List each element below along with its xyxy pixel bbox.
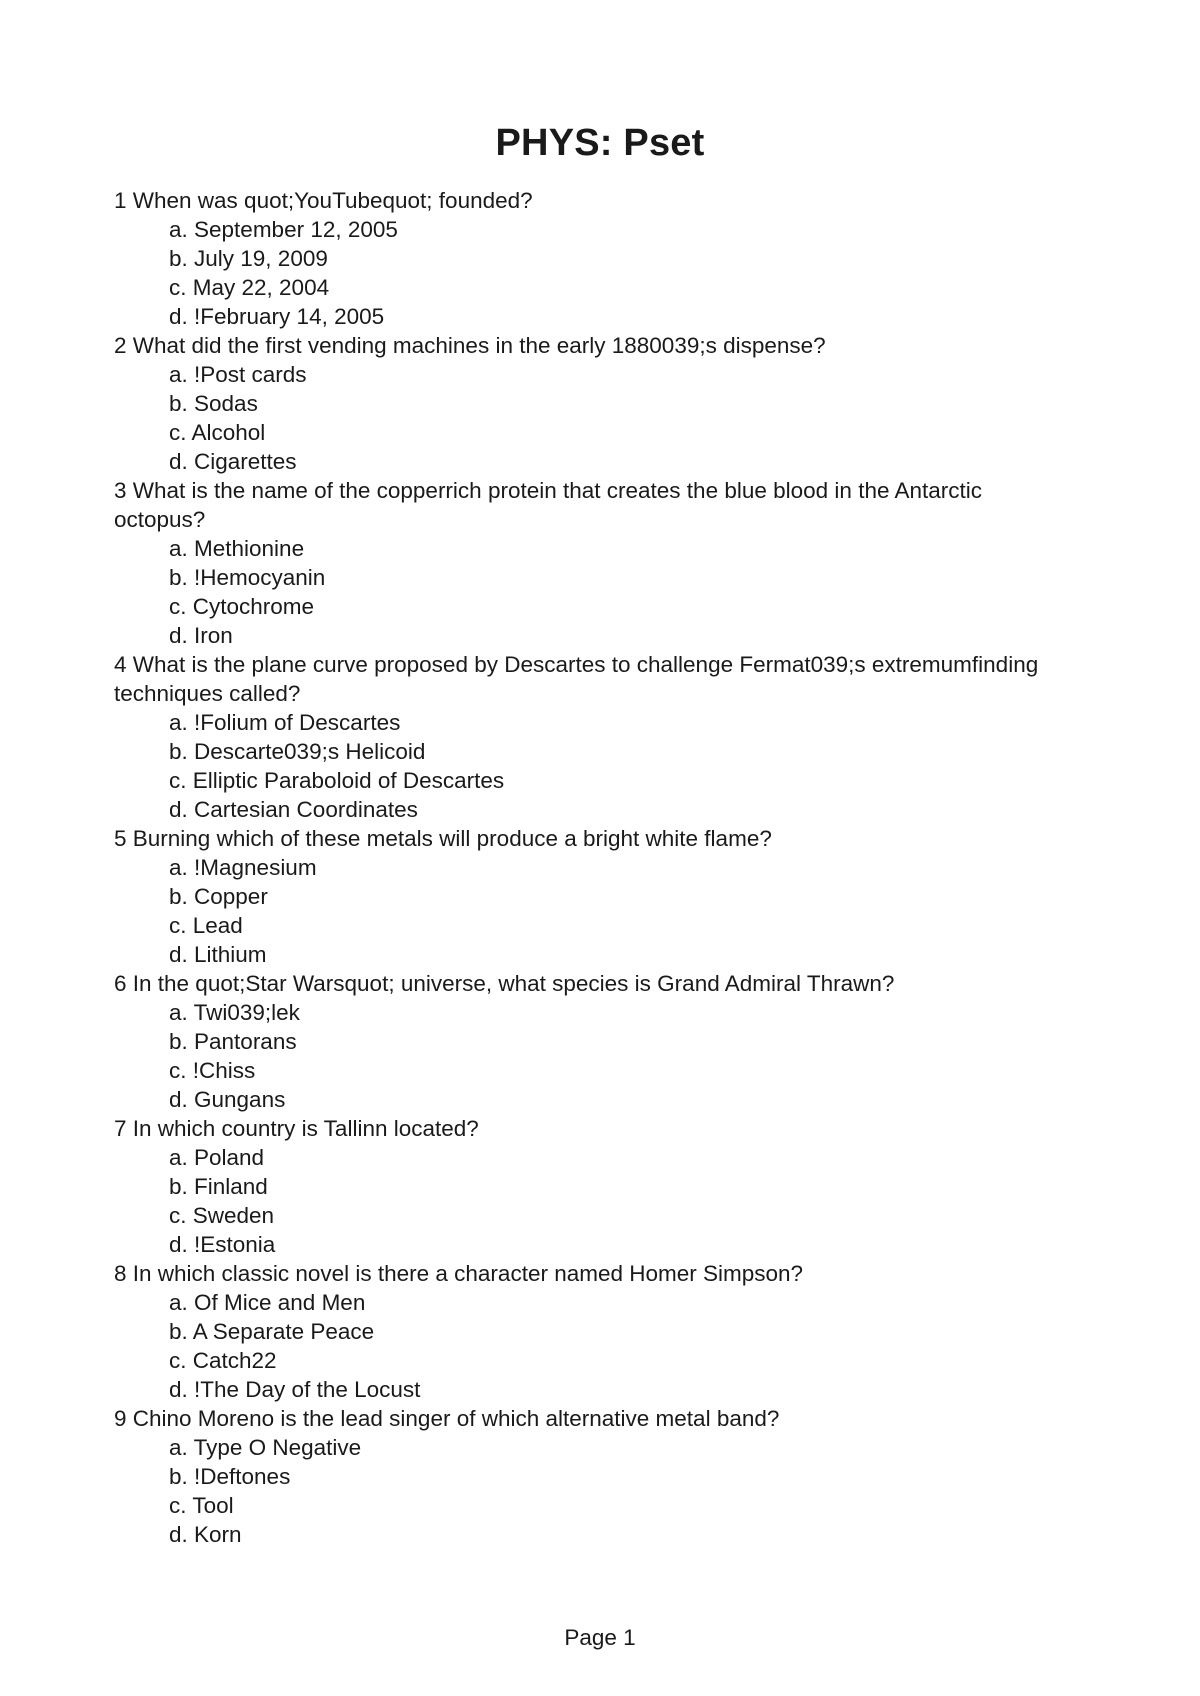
question-item (114, 186, 1074, 331)
question-item (114, 331, 1074, 476)
answer-option: d. Lithium (169, 942, 267, 967)
question-text: 6 In the quot;Star Warsquot; universe, what species is Grand Admiral Thrawn? (114, 971, 895, 996)
answer-option: a. !Folium of Descartes (169, 710, 401, 735)
answer-option: c. Tool (169, 1493, 234, 1518)
question-text: 1 When was quot;YouTubequot; founded? (114, 188, 533, 213)
answer-option: b. !Deftones (169, 1464, 291, 1489)
answer-option: c. May 22, 2004 (169, 275, 330, 300)
answer-option: b. !Hemocyanin (169, 565, 326, 590)
answer-option: c. Catch22 (169, 1348, 277, 1373)
answer-option: b. Pantorans (169, 1029, 297, 1054)
answer-option: a. !Magnesium (169, 855, 317, 880)
answer-option: c. Alcohol (169, 420, 266, 445)
answer-option: d. !The Day of the Locust (169, 1377, 421, 1402)
answer-option: d. Gungans (169, 1087, 286, 1112)
answer-option: b. Descarte039;s Helicoid (169, 739, 426, 764)
answer-option: a. !Post cards (169, 362, 307, 387)
answer-option: c. Elliptic Paraboloid of Descartes (169, 768, 505, 793)
page-number: Page 1 (564, 1625, 636, 1650)
answer-option: c. Lead (169, 913, 243, 938)
answer-option: d. Cigarettes (169, 449, 297, 474)
question-text: 4 What is the plane curve proposed by Descartes to challenge Fermat039;s extremumfinding techniques called? (114, 652, 1039, 706)
question-item (114, 969, 1074, 1114)
question-item (114, 1114, 1074, 1259)
answer-option: d. Iron (169, 623, 233, 648)
question-text: 8 In which classic novel is there a character named Homer Simpson? (114, 1261, 804, 1286)
question-item (114, 824, 1074, 969)
question-list (114, 186, 1074, 1549)
answer-option: b. July 19, 2009 (169, 246, 328, 271)
question-item (114, 1259, 1074, 1404)
question-text: 7 In which country is Tallinn located? (114, 1116, 479, 1141)
question-item (114, 1404, 1074, 1549)
answer-option: b. A Separate Peace (169, 1319, 375, 1344)
answer-option: d. Korn (169, 1522, 242, 1547)
question-text: 2 What did the first vending machines in the early 1880039;s dispense? (114, 333, 826, 358)
answer-option: b. Copper (169, 884, 268, 909)
question-item (114, 650, 1074, 824)
answer-option: a. Methionine (169, 536, 305, 561)
answer-option: c. !Chiss (169, 1058, 256, 1083)
answer-option: c. Cytochrome (169, 594, 315, 619)
answer-option: a. Twi039;lek (169, 1000, 300, 1025)
answer-option: d. Cartesian Coordinates (169, 797, 418, 822)
page-title: PHYS: Pset (495, 122, 705, 164)
answer-option: b. Finland (169, 1174, 268, 1199)
answer-option: a. Type O Negative (169, 1435, 362, 1460)
answer-option: a. Of Mice and Men (169, 1290, 366, 1315)
answer-option: a. September 12, 2005 (169, 217, 398, 242)
answer-option: a. Poland (169, 1145, 265, 1170)
question-text: 3 What is the name of the copperrich protein that creates the blue blood in the Antarctic octopus? (114, 478, 983, 532)
answer-option: d. !Estonia (169, 1232, 276, 1257)
answer-option: d. !February 14, 2005 (169, 304, 385, 329)
answer-option: b. Sodas (169, 391, 258, 416)
question-text: 9 Chino Moreno is the lead singer of which alternative metal band? (114, 1406, 780, 1431)
question-item (114, 476, 1074, 650)
question-text: 5 Burning which of these metals will produce a bright white flame? (114, 826, 772, 851)
answer-option: c. Sweden (169, 1203, 275, 1228)
